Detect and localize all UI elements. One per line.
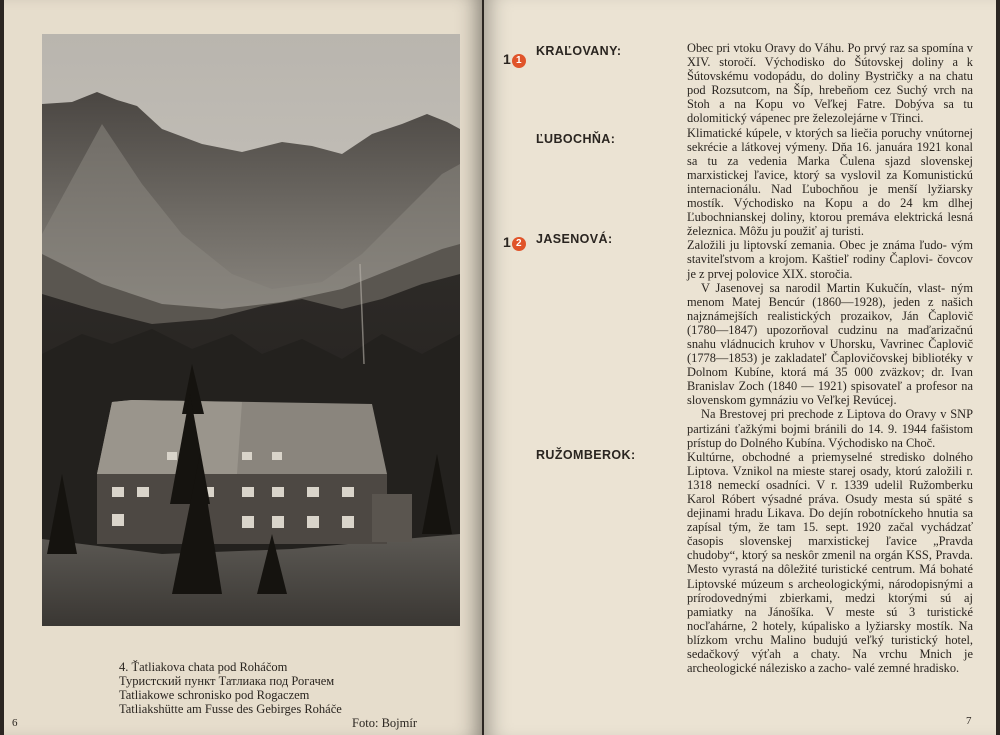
map-marker-1: 1 1 xyxy=(503,51,526,68)
page-number-left: 6 xyxy=(12,717,18,729)
place-kralovany: KRAĽOVANY: xyxy=(536,44,622,58)
jasenova-text-3: Na Brestovej pri prechode z Liptova do Oravy v SNP partizáni ťažkými bojmi bránili do 14. 9. 1944 fašistom prístup do Dolného Kubína. Východisko na Choč. xyxy=(687,407,973,450)
caption-polish: Tatliakowe schronisko pod Rogaczem xyxy=(119,688,310,702)
place-lubochna: ĽUBOCHŇA: xyxy=(536,132,616,146)
ruzomberok-text: Kultúrne, obchodné a priemyselné stredisko dolného Liptova. Vznikol na mieste starej osady, ktorú založili r. 1318 nemeckí osadníci. V r. 1339 udelil Ružomberku Karol Róbert výsadné práva. Osudy mesta sú späté s dejinami hradu Likava. Do dejín robotníckeho hnutia sa zapísal tým, že tam 15. sept. 1920 začal vychádzať časopis slovenskej marxistickej ľavice „Pravda chudoby“, ktorý sa neskôr zmenil na orgán KSS, Pravda. Mesto vyrastá na dôležité turistické centrum. Má bohaté Liptovské múzeum s archeologickými, národopisnými a prírodovednými zbierkami, medzi ktorými sú aj pamiatky na Jánošíka. V meste sú 3 turistické nocľahárne, 2 hotely, kúpalisko a lyžiarsky mostík. Na blízkom vrchu Malino budujú veľký turistický hotel, sedačkový výťah a chaty. Na vrchu Mnich je archeologické nálezisko a zacho- valé zemné hradisko. xyxy=(687,449,974,676)
photo-caption xyxy=(119,660,439,730)
jasenova-text-2: V Jasenovej sa narodil Martin Kukučín, vlast- ným menom Matej Bencúr (1860—1928), jeden z našich najznámejších realistických prozaikov, Ján Čaplovič (1780—1847) upozorňoval cudzinu na maďarizačnú snahu vládnucich kruhov v Uhorsku, Vavrinec Čaplovič (1778—1853) je zakladateľ Čaplovičovskej bibliotéky v Dolnom Kubíne, ktorá má 35 000 zväzkov; dr. Ivan Branislav Zoch (1840 — 1921) spisovateľ a profesor na slovenskom gymnáziu vo Veľkej Revúcej. xyxy=(687,280,974,408)
photo-credit: Foto: Bojmír xyxy=(352,716,417,730)
map-marker-dot: 1 xyxy=(512,54,526,68)
jasenova-text: Založili ju liptovskí zemania. Obec je známa ľudo- vým staviteľstvom a krojom. Kaštieľ rodiny Čaplovi- čovcov je z prvej polovice XIX. storočia. xyxy=(687,238,973,281)
kralovany-text: Obec pri vtoku Oravy do Váhu. Po prvý raz sa spomína v XIV. storočí. Východisko do Šútovskej doliny a k Šútovskému vodopádu, do doliny Bystričky a na chatu pod Rozsutcom, na Šíp, hrebeňom cez Suchý vrch na Stoh a na Kopu vo Veľkej Fatre. Dobýva sa tu dolomitický vápenec pre železolejárne v Třinci. xyxy=(687,41,974,126)
caption-russian: Туристский пункт Татлиака под Рогачем xyxy=(119,674,335,688)
caption-slovak: 4. Ťatliakova chata pod Roháčom xyxy=(119,660,288,674)
map-marker-2: 1 2 xyxy=(503,234,526,251)
place-jasenova: JASENOVÁ: xyxy=(536,232,613,246)
left-page xyxy=(4,0,482,735)
mountain-hut-photo xyxy=(42,34,460,626)
page-number-right: 7 xyxy=(966,715,972,727)
guide-text xyxy=(687,41,973,675)
lubochna-text: Klimatické kúpele, v ktorých sa liečia poruchy vnútornej sekrécie a látkovej výmeny. Dňa 16. januára 1921 konal sa tu za vedenia Marka Čulena sjazd slovenskej marxistickej ľavice, ktorý sa vyslovil za Komunistickú internacionálu. Nad Ľubochňou je menší lyžiarsky mostík. Východisko na Kopu a do 24 km dlhej Ľubochnianskej doliny, ktorou premáva elektrická lesná železnica. Môžu ju použiť aj turisti. xyxy=(687,125,973,239)
caption-german: Tatliakshütte am Fusse des Gebirges Roháče xyxy=(119,702,342,716)
map-marker-dot: 2 xyxy=(512,237,526,251)
place-ruzomberok: RUŽOMBEROK: xyxy=(536,448,636,462)
